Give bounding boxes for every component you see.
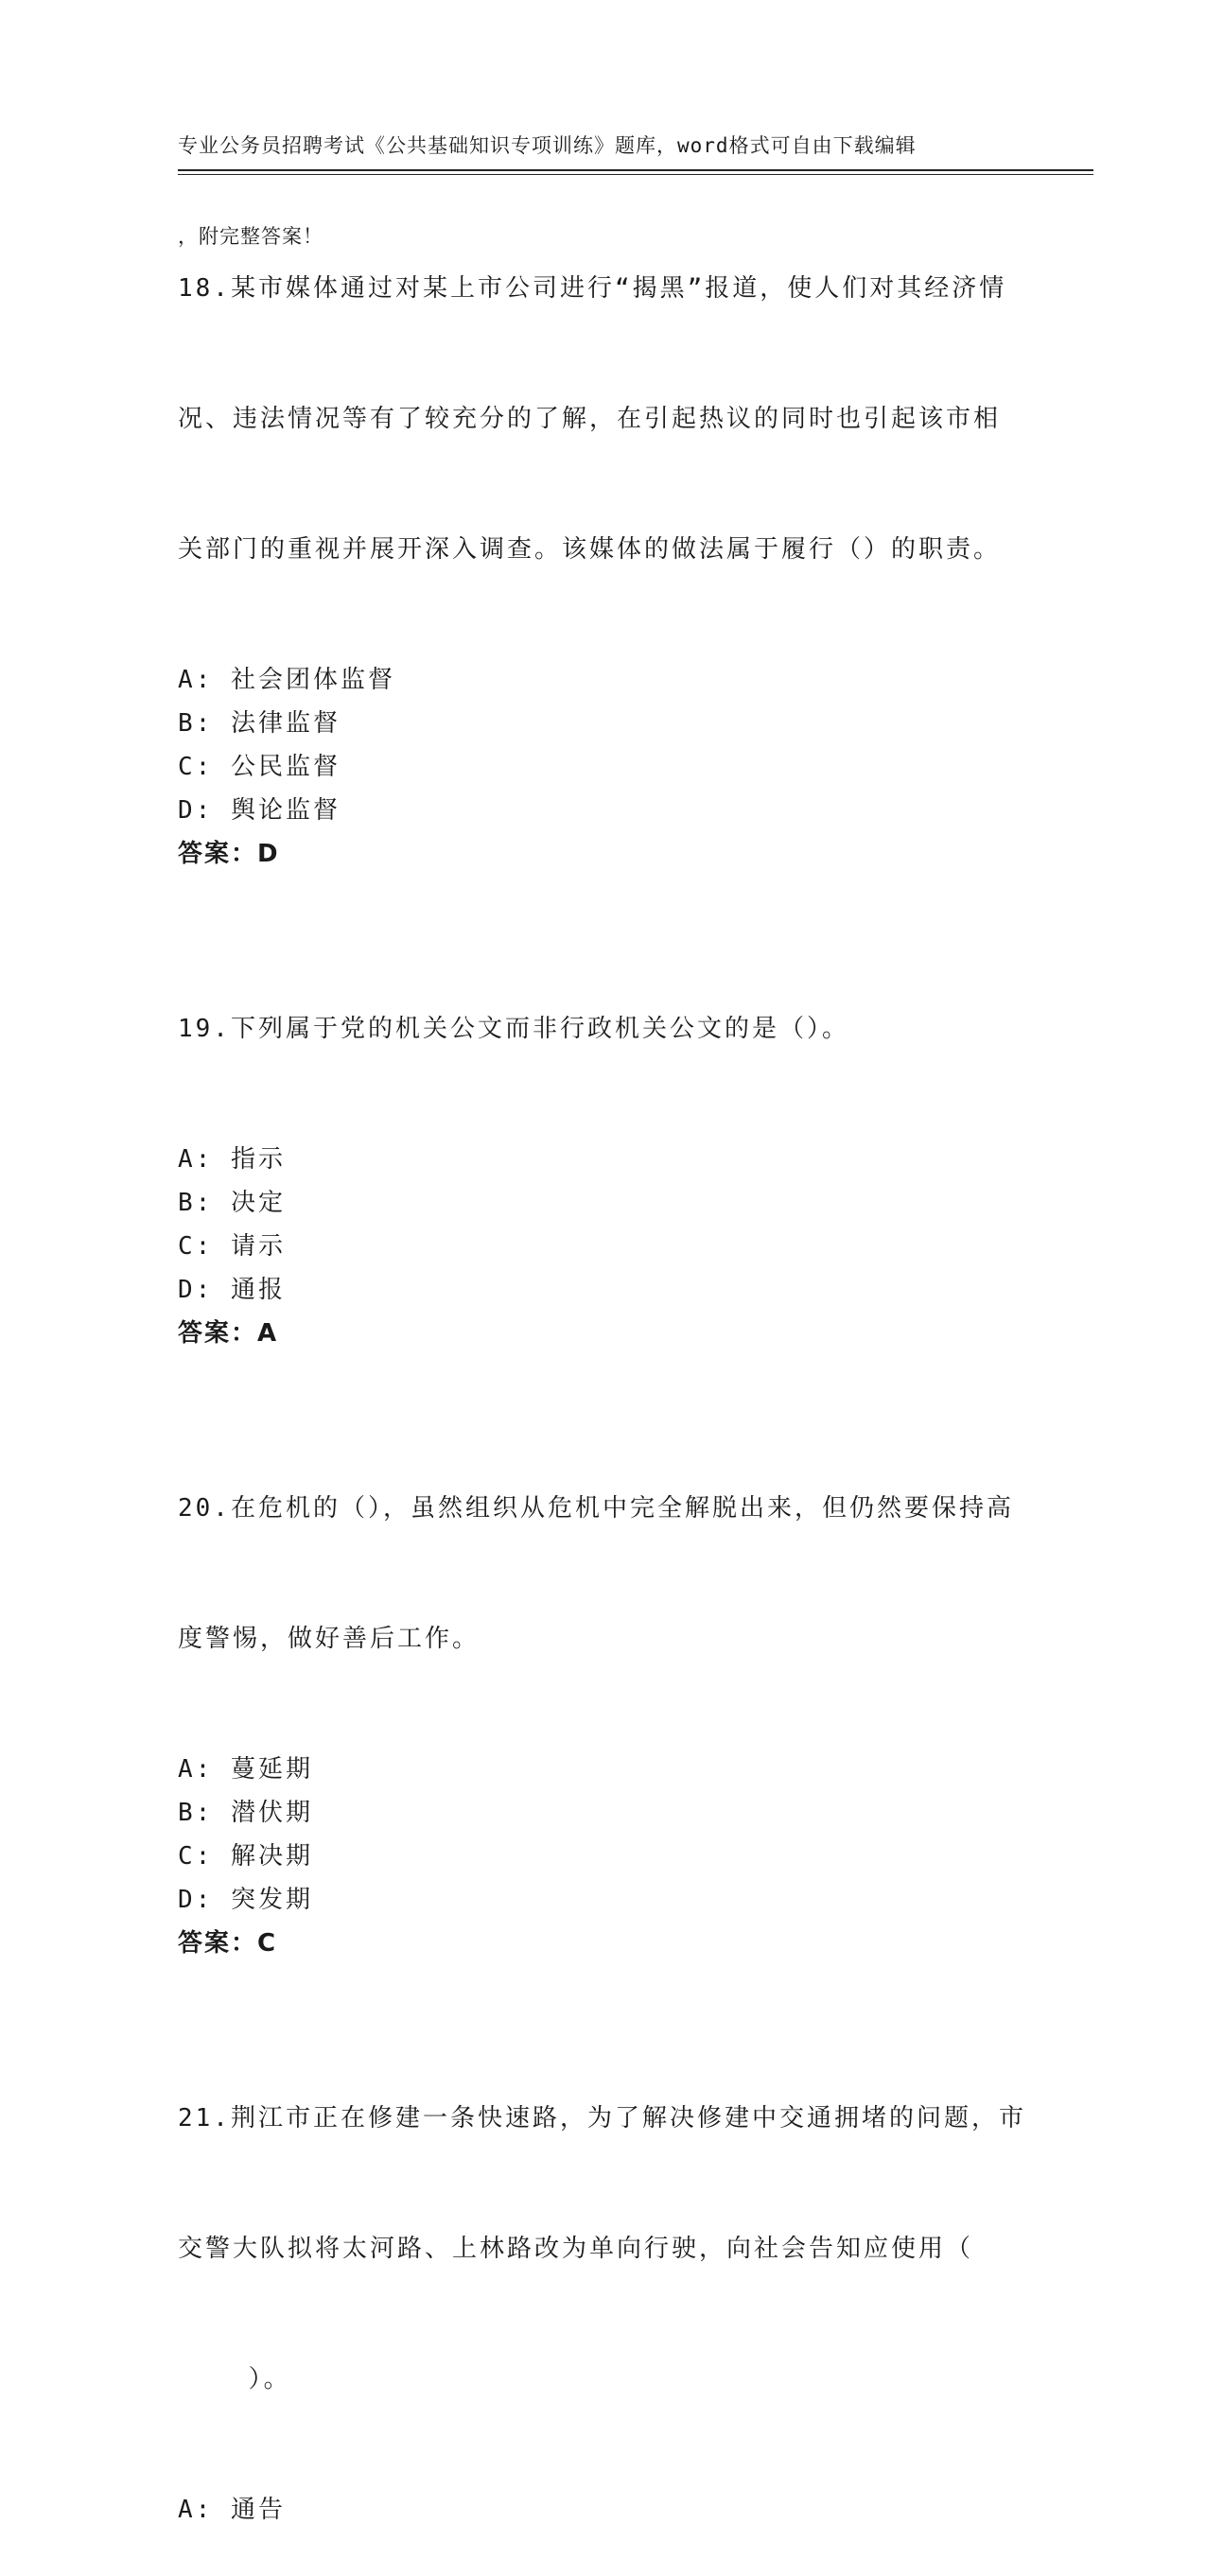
answer-label: 答案：C — [178, 1929, 278, 1958]
header-divider-thin — [178, 174, 1093, 175]
option-a: A: 通告 — [178, 2496, 286, 2524]
option-a: A: 蔓延期 — [178, 1755, 313, 1784]
stem-line: 况、违法情况等有了较充分的了解，在引起热议的同时也引起该市相 — [178, 405, 1002, 433]
option-c: C: 请示 — [178, 1232, 286, 1261]
stem-line: 18.某市媒体通过对某上市公司进行“揭黑”报道，使人们对其经济情 — [178, 274, 1007, 303]
question-list — [178, 180, 1029, 2576]
option-b: B: 决定 — [178, 1189, 286, 1217]
stem-line: 交警大队拟将太河路、上林路改为单向行驶，向社会告知应使用（ — [178, 2235, 974, 2263]
stem-line: 21.荆江市正在修建一条快速路，为了解决修建中交通拥堵的问题，市 — [178, 2104, 1026, 2132]
answer-label: 答案：A — [178, 1319, 279, 1348]
stem-line: 20.在危机的（），虽然组织从危机中完全解脱出来，但仍然要保持高 — [178, 1494, 1014, 1523]
option-a: A: 社会团体监督 — [178, 666, 395, 694]
answer-label: 答案：D — [178, 840, 280, 868]
option-d: D: 通报 — [178, 1276, 286, 1304]
stem-line: 度警惕，做好善后工作。 — [178, 1625, 481, 1653]
question-stem — [178, 2010, 1029, 2488]
question-stem — [178, 920, 1029, 1138]
option-a: A: 指示 — [178, 1145, 286, 1174]
stem-line: 关部门的重视并展开深入调查。该媒体的做法属于履行（）的职责。 — [178, 535, 1002, 564]
header-line-2: ，附完整答案！ — [178, 225, 323, 248]
stem-line: ）。 — [178, 2365, 291, 2393]
question-stem — [178, 1400, 1029, 1748]
header-divider-thick — [178, 169, 1093, 171]
question-18 — [178, 180, 1029, 876]
option-c: C: 公民监督 — [178, 753, 341, 781]
option-d: D: 舆论监督 — [178, 796, 341, 825]
option-d: D: 突发期 — [178, 1886, 313, 1914]
question-stem — [178, 180, 1029, 658]
option-b: B: 潜伏期 — [178, 1799, 313, 1827]
option-b: B: 法律监督 — [178, 709, 341, 738]
question-20 — [178, 1400, 1029, 1965]
option-c: C: 解决期 — [178, 1842, 313, 1871]
stem-line: 19.下列属于党的机关公文而非行政机关公文的是（）。 — [178, 1015, 849, 1043]
question-19 — [178, 920, 1029, 1355]
header-line-1: 专业公务员招聘考试《公共基础知识专项训练》题库，word格式可自由下载编辑 — [178, 134, 917, 157]
question-21 — [178, 2010, 1029, 2532]
